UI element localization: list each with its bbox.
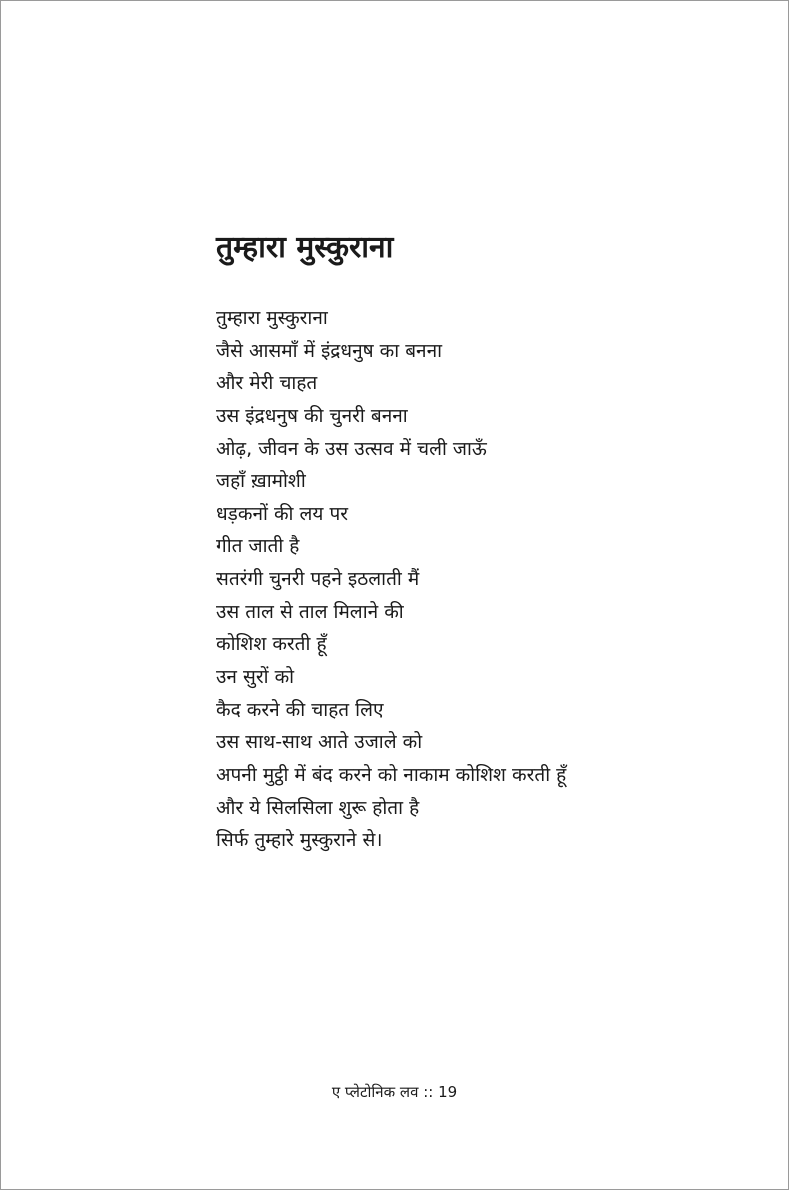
poem-line: उन सुरों को	[216, 666, 295, 689]
poem-line: जैसे आसमाँ में इंद्रधनुष का बनना	[216, 339, 443, 362]
poem-line: तुम्हारा मुस्कुराना	[216, 307, 328, 329]
poem-line: उस साथ-साथ आते उजाले को	[216, 731, 423, 754]
poem-line: कोशिश करती हूँ	[216, 633, 327, 656]
poem-title: तुम्हारा मुस्कुराना	[216, 230, 394, 265]
page-footer: ए प्लेटोनिक लव :: 19	[331, 1083, 458, 1101]
poem-line: उस इंद्रधनुष की चुनरी बनना	[216, 404, 408, 427]
poem-body	[216, 302, 566, 857]
poem-line: सिर्फ तुम्हारे मुस्कुराने से।	[216, 829, 383, 852]
poem-line: उस ताल से ताल मिलाने की	[216, 600, 404, 623]
poem-line: कैद करने की चाहत लिए	[216, 698, 384, 721]
poem-line: जहाँ ख़ामोशी	[216, 470, 306, 493]
poem-line: गीत जाती है	[216, 535, 300, 558]
poem-line: ओढ़, जीवन के उस उत्सव में चली जाऊँ	[216, 437, 487, 460]
poem-line: धड़कनों की लय पर	[216, 502, 349, 525]
poem-line: अपनी मुट्ठी में बंद करने को नाकाम कोशिश करती हूँ	[216, 763, 567, 786]
poem-line: और ये सिलसिला शुरू होता है	[216, 796, 420, 819]
poem-line: और मेरी चाहत	[216, 372, 318, 395]
poem-line: सतरंगी चुनरी पहने इठलाती मैं	[216, 568, 420, 591]
